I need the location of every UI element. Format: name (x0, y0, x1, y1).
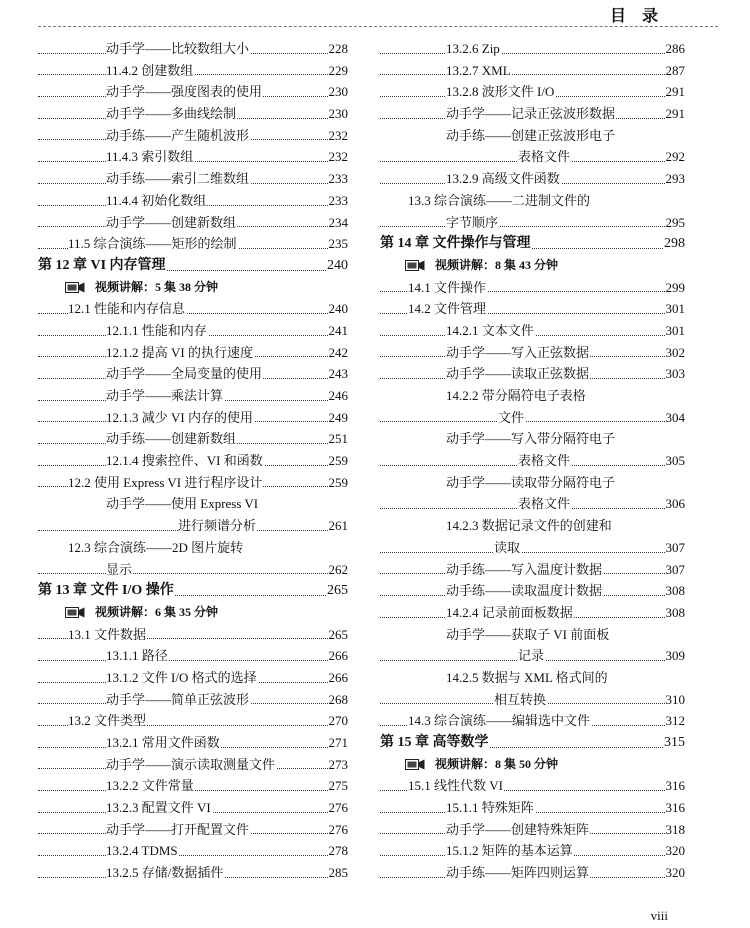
toc-page-number: 273 (328, 754, 349, 776)
toc-entry[interactable] (38, 363, 348, 385)
toc-video-label: 视频讲解：6 集 35 分钟 (95, 602, 219, 624)
toc-entry-title: 读取 (494, 537, 521, 559)
toc-video-info (380, 754, 685, 776)
toc-entry-title: 12.1 性能和内存信息 (68, 298, 186, 320)
toc-page-number: 285 (328, 862, 349, 884)
toc-entry-title: 字节顺序 (446, 212, 499, 234)
toc-entry-title: 第 14 章 文件操作与管理 (380, 233, 532, 255)
toc-page-number: 287 (665, 60, 686, 82)
video-icon (405, 758, 425, 771)
toc-page-number: 249 (328, 407, 349, 429)
toc-page-number: 316 (665, 775, 686, 797)
toc-page-number: 316 (665, 797, 686, 819)
toc-entry-title: 动手学——强度图表的使用 (106, 81, 263, 103)
toc-page-number: 310 (665, 689, 686, 711)
toc-entry[interactable] (38, 81, 348, 103)
toc-page-number: 276 (328, 797, 349, 819)
toc-page-number: 246 (328, 385, 349, 407)
toc-entry-title: 动手学——打开配置文件 (106, 819, 250, 841)
toc-entry[interactable] (38, 667, 348, 689)
toc-entry[interactable] (38, 60, 348, 82)
toc-entry[interactable] (38, 689, 348, 711)
toc-entry-title: 13.2.9 高级文件函数 (446, 168, 561, 190)
toc-entry[interactable] (380, 580, 685, 602)
toc-entry-title: 记录 (518, 645, 545, 667)
toc-entry[interactable] (38, 298, 348, 320)
toc-entry-title: 表格文件 (518, 146, 571, 168)
toc-page-number: 308 (665, 580, 686, 602)
toc-page-number: 270 (328, 710, 349, 732)
toc-entry-title: 13.1.2 文件 I/O 格式的选择 (106, 667, 258, 689)
toc-entry[interactable] (38, 428, 348, 450)
toc-entry[interactable] (38, 450, 348, 472)
toc-entry[interactable] (38, 710, 348, 732)
toc-page-number: 302 (665, 342, 686, 364)
toc-entry[interactable] (38, 385, 348, 407)
toc-page-number: 320 (665, 840, 686, 862)
toc-page-number: 271 (328, 732, 349, 754)
toc-entry-title: 13.2.5 存储/数据插件 (106, 862, 224, 884)
toc-entry-title: 动手学——简单正弦波形 (106, 689, 250, 711)
page-header-title: 目 录 (610, 8, 665, 25)
toc-page-number: 262 (328, 559, 349, 581)
toc-page-number: 306 (665, 493, 686, 515)
toc-page-number: 235 (328, 233, 349, 255)
toc-video-info (38, 602, 348, 624)
toc-entry[interactable] (380, 624, 685, 646)
toc-entry-title: 14.2.5 数据与 XML 格式间的 (446, 667, 609, 689)
toc-page-number: 307 (665, 537, 686, 559)
toc-entry-title: 13.2.7 XML (446, 60, 512, 82)
toc-page-number: 234 (328, 212, 349, 234)
toc-page-number: 233 (328, 190, 349, 212)
page-number: viii (650, 908, 668, 923)
toc-entry-title: 12.3 综合演练——2D 图片旋转 (68, 537, 244, 559)
toc-entry-title: 12.2 使用 Express VI 进行程序设计 (68, 472, 263, 494)
video-icon (65, 281, 85, 294)
toc-page-number: 228 (328, 38, 349, 60)
toc-entry[interactable] (380, 667, 685, 689)
leader-dots (380, 74, 685, 75)
toc-entry[interactable] (38, 797, 348, 819)
toc-entry-title: 12.1.3 减少 VI 内存的使用 (106, 407, 254, 429)
toc-page-number: 241 (328, 320, 349, 342)
toc-page-number: 286 (665, 38, 686, 60)
toc-entry-title: 进行频谱分析 (178, 515, 257, 537)
toc-chapter[interactable] (38, 255, 348, 277)
toc-entry[interactable] (380, 775, 685, 797)
leader-dots (38, 573, 348, 574)
toc-page-number: 291 (665, 103, 686, 125)
toc-entry-title: 动手学——使用 Express VI (106, 493, 259, 515)
toc-entry-title: 动手学——创建新数组 (106, 212, 237, 234)
toc-page-number: 232 (328, 146, 349, 168)
toc-entry[interactable] (380, 472, 685, 494)
toc-entry-title: 第 15 章 高等数学 (380, 732, 490, 754)
toc-entry[interactable] (38, 212, 348, 234)
toc-entry-title: 相互转换 (494, 689, 547, 711)
leader-dots (38, 855, 348, 856)
toc-page-number: 259 (328, 450, 349, 472)
toc-entry-title: 13.2.8 波形文件 I/O (446, 81, 555, 103)
toc-entry[interactable] (38, 472, 348, 494)
toc-entry-title: 动手学——记录正弦波形数据 (446, 103, 616, 125)
toc-page-number: 229 (328, 60, 349, 82)
toc-entry-title: 动手练——写入温度计数据 (446, 559, 603, 581)
toc-entry[interactable] (380, 81, 685, 103)
toc-entry-title: 11.4.3 索引数组 (106, 146, 194, 168)
toc-entry[interactable] (38, 38, 348, 60)
toc-entry-title: 12.1.1 性能和内存 (106, 320, 208, 342)
toc-page-number: 230 (328, 81, 349, 103)
toc-page-number: 293 (665, 168, 686, 190)
toc-entry-title: 11.4.4 初始化数组 (106, 190, 207, 212)
toc-entry-title: 14.2 文件管理 (408, 298, 487, 320)
toc-entry-title: 动手学——创建特殊矩阵 (446, 819, 590, 841)
toc-page-number: 242 (328, 342, 349, 364)
toc-entry[interactable] (380, 819, 685, 841)
toc-page-number: 243 (328, 363, 349, 385)
toc-entry-title: 13.3 综合演练——二进制文件的 (408, 190, 591, 212)
toc-entry-title: 动手学——演示读取测量文件 (106, 754, 276, 776)
toc-chapter[interactable] (38, 580, 348, 602)
toc-entry-title: 13.2.4 TDMS (106, 840, 179, 862)
toc-page-number: 230 (328, 103, 349, 125)
toc-video-label: 视频讲解：8 集 43 分钟 (435, 255, 559, 277)
toc-entry[interactable] (380, 146, 685, 168)
toc-entry[interactable] (38, 103, 348, 125)
toc-entry-title: 文件 (498, 407, 525, 429)
toc-entry-title: 动手学——写入正弦数据 (446, 342, 590, 364)
toc-chapter[interactable] (380, 732, 685, 754)
header-divider (38, 26, 718, 27)
toc-entry[interactable] (380, 689, 685, 711)
video-icon (65, 606, 85, 619)
toc-entry-title: 13.1 文件数据 (68, 624, 147, 646)
toc-entry[interactable] (380, 277, 685, 299)
toc-entry[interactable] (380, 559, 685, 581)
toc-entry[interactable] (38, 515, 348, 537)
toc-entry[interactable] (38, 190, 348, 212)
toc-entry[interactable] (380, 840, 685, 862)
toc-entry-title: 12.1.2 提高 VI 的执行速度 (106, 342, 254, 364)
toc-entry[interactable] (38, 732, 348, 754)
toc-entry-title: 动手练——创建正弦波形电子 (446, 125, 616, 147)
toc-entry-title: 13.2.1 常用文件函数 (106, 732, 221, 754)
toc-entry-title: 14.1 文件操作 (408, 277, 487, 299)
toc-column-left (38, 38, 348, 884)
toc-entry-title: 13.2.6 Zip (446, 38, 501, 60)
toc-page-number: 240 (328, 298, 349, 320)
toc-entry-title: 动手学——写入带分隔符电子 (446, 428, 616, 450)
toc-video-info (38, 277, 348, 299)
toc-entry[interactable] (380, 190, 685, 212)
toc-entry-title: 13.2 文件类型 (68, 710, 147, 732)
toc-page-number: 303 (665, 363, 686, 385)
toc-entry[interactable] (380, 103, 685, 125)
toc-page-number: 298 (663, 233, 685, 255)
toc-entry-title: 动手学——读取正弦数据 (446, 363, 590, 385)
toc-entry[interactable] (38, 407, 348, 429)
toc-page-number: 301 (665, 298, 686, 320)
toc-chapter[interactable] (380, 233, 685, 255)
toc-entry[interactable] (380, 428, 685, 450)
toc-entry[interactable] (380, 602, 685, 624)
toc-page-number: 233 (328, 168, 349, 190)
toc-entry[interactable] (38, 125, 348, 147)
toc-entry[interactable] (380, 515, 685, 537)
toc-page-number: 275 (328, 775, 349, 797)
toc-entry[interactable] (38, 493, 348, 515)
toc-page-number: 266 (328, 645, 349, 667)
toc-entry[interactable] (380, 710, 685, 732)
toc-entry-title: 14.3 综合演练——编辑选中文件 (408, 710, 591, 732)
toc-entry-title: 14.2.1 文本文件 (446, 320, 535, 342)
toc-entry[interactable] (380, 320, 685, 342)
toc-entry-title: 15.1.1 特殊矩阵 (446, 797, 535, 819)
toc-entry-title: 13.2.3 配置文件 VI (106, 797, 212, 819)
toc-entry[interactable] (380, 450, 685, 472)
toc-entry-title: 动手练——索引二维数组 (106, 168, 250, 190)
toc-entry-title: 11.5 综合演练——矩形的绘制 (68, 233, 238, 255)
leader-dots (380, 226, 685, 227)
toc-entry[interactable] (38, 819, 348, 841)
toc-page-number: 265 (326, 580, 348, 602)
toc-entry[interactable] (380, 797, 685, 819)
toc-entry-title: 动手练——产生随机波形 (106, 125, 250, 147)
toc-entry[interactable] (38, 645, 348, 667)
toc-entry[interactable] (380, 363, 685, 385)
toc-page-number: 304 (665, 407, 686, 429)
toc-page-number: 309 (665, 645, 686, 667)
toc-entry[interactable] (380, 385, 685, 407)
toc-entry[interactable] (38, 537, 348, 559)
toc-entry-title: 14.2.4 记录前面板数据 (446, 602, 574, 624)
toc-entry[interactable] (38, 754, 348, 776)
toc-entry[interactable] (38, 320, 348, 342)
toc-entry-title: 11.4.2 创建数组 (106, 60, 194, 82)
toc-page-number: 266 (328, 667, 349, 689)
toc-entry-title: 14.2.3 数据记录文件的创建和 (446, 515, 613, 537)
toc-entry-title: 动手学——全局变量的使用 (106, 363, 263, 385)
toc-page-number: 307 (665, 559, 686, 581)
toc-entry-title: 13.1.1 路径 (106, 645, 169, 667)
toc-entry-title: 15.1 线性代数 VI (408, 775, 504, 797)
toc-entry[interactable] (380, 125, 685, 147)
toc-entry[interactable] (38, 862, 348, 884)
toc-page-number: 278 (328, 840, 349, 862)
toc-entry-title: 动手学——乘法计算 (106, 385, 224, 407)
toc-page-number: 295 (665, 212, 686, 234)
toc-page-number: 312 (665, 710, 686, 732)
toc-entry[interactable] (38, 146, 348, 168)
toc-entry[interactable] (380, 645, 685, 667)
toc-entry-title: 14.2.2 带分隔符电子表格 (446, 385, 587, 407)
toc-page-number: 265 (328, 624, 349, 646)
toc-entry-title: 动手练——读取温度计数据 (446, 580, 603, 602)
toc-page-number: 318 (665, 819, 686, 841)
toc-entry[interactable] (380, 60, 685, 82)
toc-entry-title: 动手学——多曲线绘制 (106, 103, 237, 125)
toc-video-label: 视频讲解：5 集 38 分钟 (95, 277, 219, 299)
toc-entry[interactable] (380, 168, 685, 190)
toc-entry[interactable] (380, 342, 685, 364)
toc-page-number: 276 (328, 819, 349, 841)
toc-entry[interactable] (380, 862, 685, 884)
toc-entry-title: 动手练——矩阵四则运算 (446, 862, 590, 884)
video-icon (405, 259, 425, 272)
toc-page-number: 240 (326, 255, 348, 277)
toc-entry[interactable] (380, 212, 685, 234)
toc-entry-title: 表格文件 (518, 493, 571, 515)
leader-dots (380, 552, 685, 553)
toc-page-number: 259 (328, 472, 349, 494)
toc-entry[interactable] (380, 407, 685, 429)
leader-dots (380, 421, 685, 422)
toc-entry[interactable] (38, 559, 348, 581)
toc-entry[interactable] (380, 493, 685, 515)
toc-video-label: 视频讲解：8 集 50 分钟 (435, 754, 559, 776)
toc-entry-title: 动手学——比较数组大小 (106, 38, 250, 60)
toc-entry[interactable] (38, 775, 348, 797)
toc-entry-title: 动手学——获取子 VI 前面板 (446, 624, 610, 646)
toc-page-number: 268 (328, 689, 349, 711)
toc-entry-title: 动手学——读取带分隔符电子 (446, 472, 616, 494)
toc-page-number: 299 (665, 277, 686, 299)
toc-entry[interactable] (38, 168, 348, 190)
toc-page-number: 291 (665, 81, 686, 103)
toc-entry[interactable] (380, 537, 685, 559)
toc-entry[interactable] (38, 624, 348, 646)
leader-dots (38, 660, 348, 661)
toc-column-right (380, 38, 685, 884)
toc-page-number: 320 (665, 862, 686, 884)
toc-entry-title: 显示 (106, 559, 133, 581)
toc-entry-title: 表格文件 (518, 450, 571, 472)
toc-entry-title: 13.2.2 文件常量 (106, 775, 195, 797)
toc-video-info (380, 255, 685, 277)
toc-entry[interactable] (38, 233, 348, 255)
toc-page-number: 315 (663, 732, 685, 754)
toc-entry-title: 12.1.4 搜索控件、VI 和函数 (106, 450, 264, 472)
toc-entry-title: 15.1.2 矩阵的基本运算 (446, 840, 574, 862)
leader-dots (380, 53, 685, 54)
toc-page-number: 308 (665, 602, 686, 624)
toc-page-number: 301 (665, 320, 686, 342)
toc-page-number: 251 (328, 428, 349, 450)
toc-page-number: 305 (665, 450, 686, 472)
toc-page-number: 292 (665, 146, 686, 168)
toc-entry[interactable] (38, 840, 348, 862)
toc-entry-title: 第 13 章 文件 I/O 操作 (38, 580, 175, 602)
toc-entry[interactable] (380, 298, 685, 320)
toc-page-number: 261 (328, 515, 349, 537)
toc-entry[interactable] (380, 38, 685, 60)
toc-entry[interactable] (38, 342, 348, 364)
toc-entry-title: 动手练——创建新数组 (106, 428, 237, 450)
toc-page-number: 232 (328, 125, 349, 147)
toc-entry-title: 第 12 章 VI 内存管理 (38, 255, 167, 277)
